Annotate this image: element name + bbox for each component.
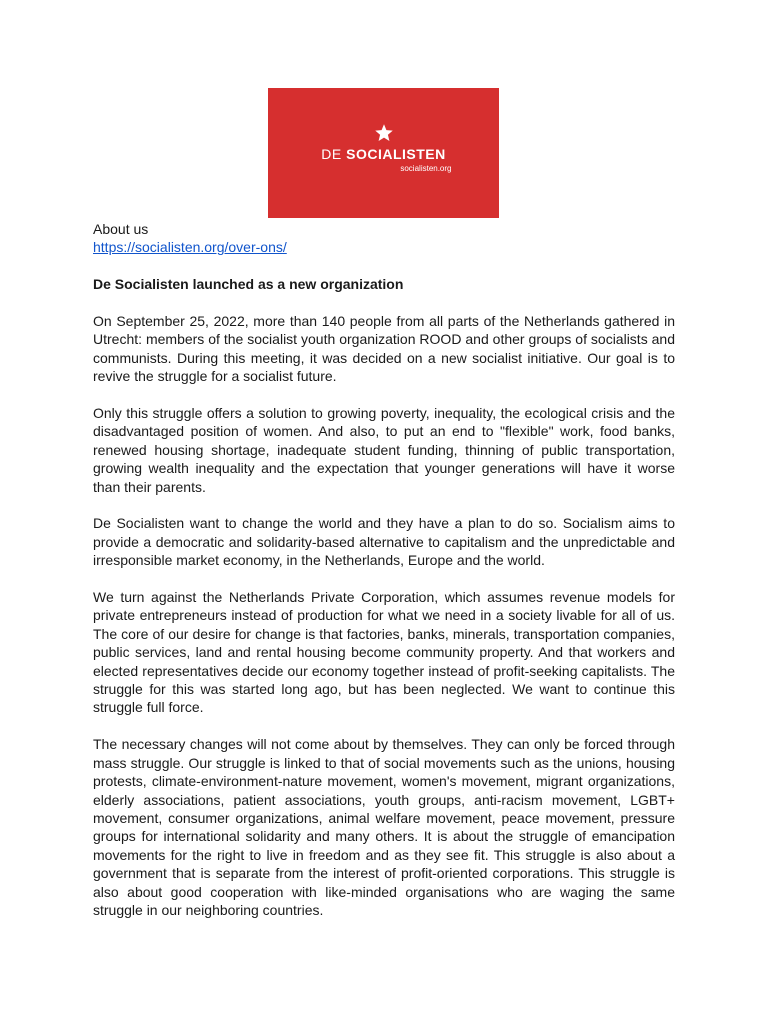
paragraph-private-corporation: We turn against the Netherlands Private Corporation, which assumes revenue models for private entrepreneurs instead of production for what we need in a society livable for all of us. The core of our desire for change is that factories, banks, minerals, transportation companies, public services, land and rental housing become community property. And that workers and elected representatives decide our economy together instead of profit-seeking capitalists. The struggle for this was started long ago, but has been neglected. We want to continue this struggle full force. xyxy=(93,589,675,716)
about-label: About us xyxy=(93,221,149,237)
about-link[interactable]: https://socialisten.org/over-ons/ xyxy=(93,239,287,256)
logo-word-bold: SOCIALISTEN xyxy=(346,146,446,162)
logo-domain: socialisten.org xyxy=(400,164,452,173)
paragraph-struggle: Only this struggle offers a solution to growing poverty, inequality, the ecological crisis and the disadvantaged position of women. And also, to put an end to "flexible" work, food banks, renewed housing shortage, inadequate student funding, thinning of public transportation, growing wealth inequality and the expectation that younger generations will have it worse than their parents. xyxy=(93,405,675,495)
paragraph-mass-struggle: The necessary changes will not come about by themselves. They can only be forced through mass struggle. Our struggle is linked to that of social movements such as the unions, housing protests, climate-environment-nature movement, women's movement, migrant organizations, elderly associations, patient associations, youth groups, anti-racism movement, LGBT+ movement, consumer organizations, animal welfare movement, peace movement, pressure groups for international solidarity and many others. It is about the struggle of emancipation movements for the right to live in freedom and as they see fit. This struggle is also about a government that is separate from the interest of profit-oriented corporations. This struggle is also about good cooperation with like-minded organisations who are waging the same struggle in our neighboring countries. xyxy=(93,736,675,918)
star-icon xyxy=(374,123,394,143)
logo-word-light: DE xyxy=(321,146,347,162)
paragraph-change-world: De Socialisten want to change the world and they have a plan to do so. Socialism aims to provide a democratic and solidarity-based alternative to capitalism and the unpredictable and irresponsible market economy, in the Netherlands, Europe and the world. xyxy=(93,515,675,569)
paragraph-founding: On September 25, 2022, more than 140 people from all parts of the Netherlands gathered in Utrecht: members of the socialist youth organization ROOD and other groups of socialists and communists. During this meeting, it was decided on a new socialist initiative. Our goal is to revive the struggle for a socialist future. xyxy=(93,313,675,385)
document-heading: De Socialisten launched as a new organization xyxy=(93,276,404,293)
de-socialisten-logo xyxy=(268,88,499,218)
logo-content xyxy=(314,123,454,183)
logo-wordmark xyxy=(314,146,454,162)
document-body xyxy=(93,220,675,919)
